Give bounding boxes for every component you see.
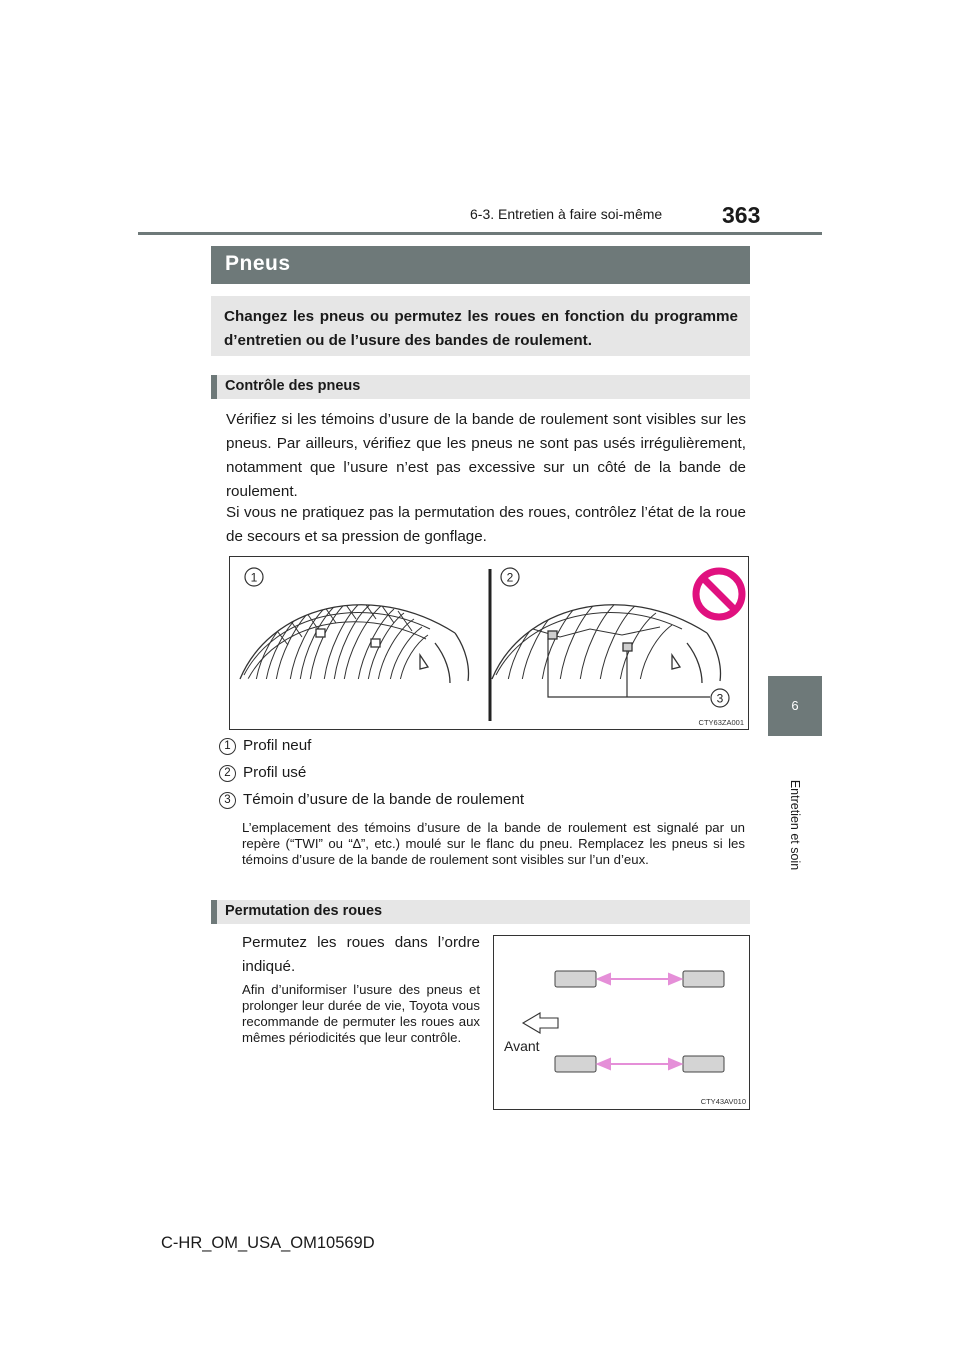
rotation-text: Permutez les roues dans l’ordre indiqué. — [242, 934, 480, 975]
header-rule — [138, 232, 822, 235]
intro-box — [211, 296, 750, 356]
rotation-note: Afin d’uniformiser l’usure des pneus et prolonger leur durée de vie, Toyota vous recommande de permuter les roues aux mêmes périodicités que leur contrôle. — [242, 982, 480, 1045]
callout-2 — [501, 568, 519, 586]
chapter-tab: 6 — [768, 676, 822, 736]
svg-text:3: 3 — [716, 691, 724, 706]
page-number: 363 — [722, 202, 761, 228]
page-title: Pneus — [225, 252, 291, 275]
new-tread-tire — [240, 599, 468, 683]
figure-code: CTY43AV010 — [700, 1097, 746, 1106]
tread-illustration — [230, 557, 748, 729]
front-right-tire — [683, 971, 724, 987]
svg-text:1: 1 — [250, 570, 258, 585]
legend-item-1: 1 Profil neuf — [219, 737, 311, 759]
check-paragraph-2: Si vous ne pratiquez pas la permutation des roues, contrôlez l’état de la roue de secours et sa pression de gonflage. — [226, 504, 746, 545]
front-left-tire — [555, 971, 596, 987]
rotation-diagram — [494, 936, 749, 1109]
callout-1 — [245, 568, 263, 586]
rear-left-tire — [555, 1056, 596, 1072]
document-code: C-HR_OM_USA_OM10569D — [161, 1234, 375, 1252]
tire-check-heading: Contrôle des pneus — [211, 375, 750, 399]
worn-tread-tire — [492, 601, 720, 697]
front-label: Avant — [504, 1038, 540, 1054]
rotation-figure — [493, 935, 750, 1110]
svg-text:2: 2 — [506, 570, 514, 585]
callout-3 — [711, 689, 729, 707]
check-paragraph-1: Vérifiez si les témoins d’usure de la bande de roulement sont visibles sur les pneus. Par ailleurs, vérifiez que les pneus ne sont pas usés irrégulièrement, notamment que l’usure n’est pas excessive sur un côté de la bande de roulement. — [226, 411, 746, 500]
legend-item-3: 3 Témoin d’usure de la bande de roulement — [219, 791, 524, 813]
prohibited-icon — [696, 571, 742, 617]
figure-code: CTY63ZA001 — [698, 718, 744, 727]
rear-right-tire — [683, 1056, 724, 1072]
tread-figure — [229, 556, 749, 730]
section-title: 6-3. Entretien à faire soi-même — [470, 206, 663, 222]
page-title-bar — [211, 246, 750, 284]
legend-item-2: 2 Profil usé — [219, 764, 306, 786]
front-arrow-icon — [523, 1013, 558, 1033]
intro-text: Changez les pneus ou permutez les roues en fonction du programme d’entretien ou de l’usure des bandes de roulement. — [224, 308, 738, 349]
chapter-label: Entretien et soin — [788, 779, 802, 871]
wear-indicator-note: L’emplacement des témoins d’usure de la bande de roulement est signalé par un repère (“TWI” ou “∆”, etc.) moulé sur le flanc du pneu. Remplacez les pneus si les témoins d’usure de la bande de roulement sont visibles sur l’un d’eux. — [242, 820, 745, 867]
rotation-heading: Permutation des roues — [211, 900, 750, 924]
